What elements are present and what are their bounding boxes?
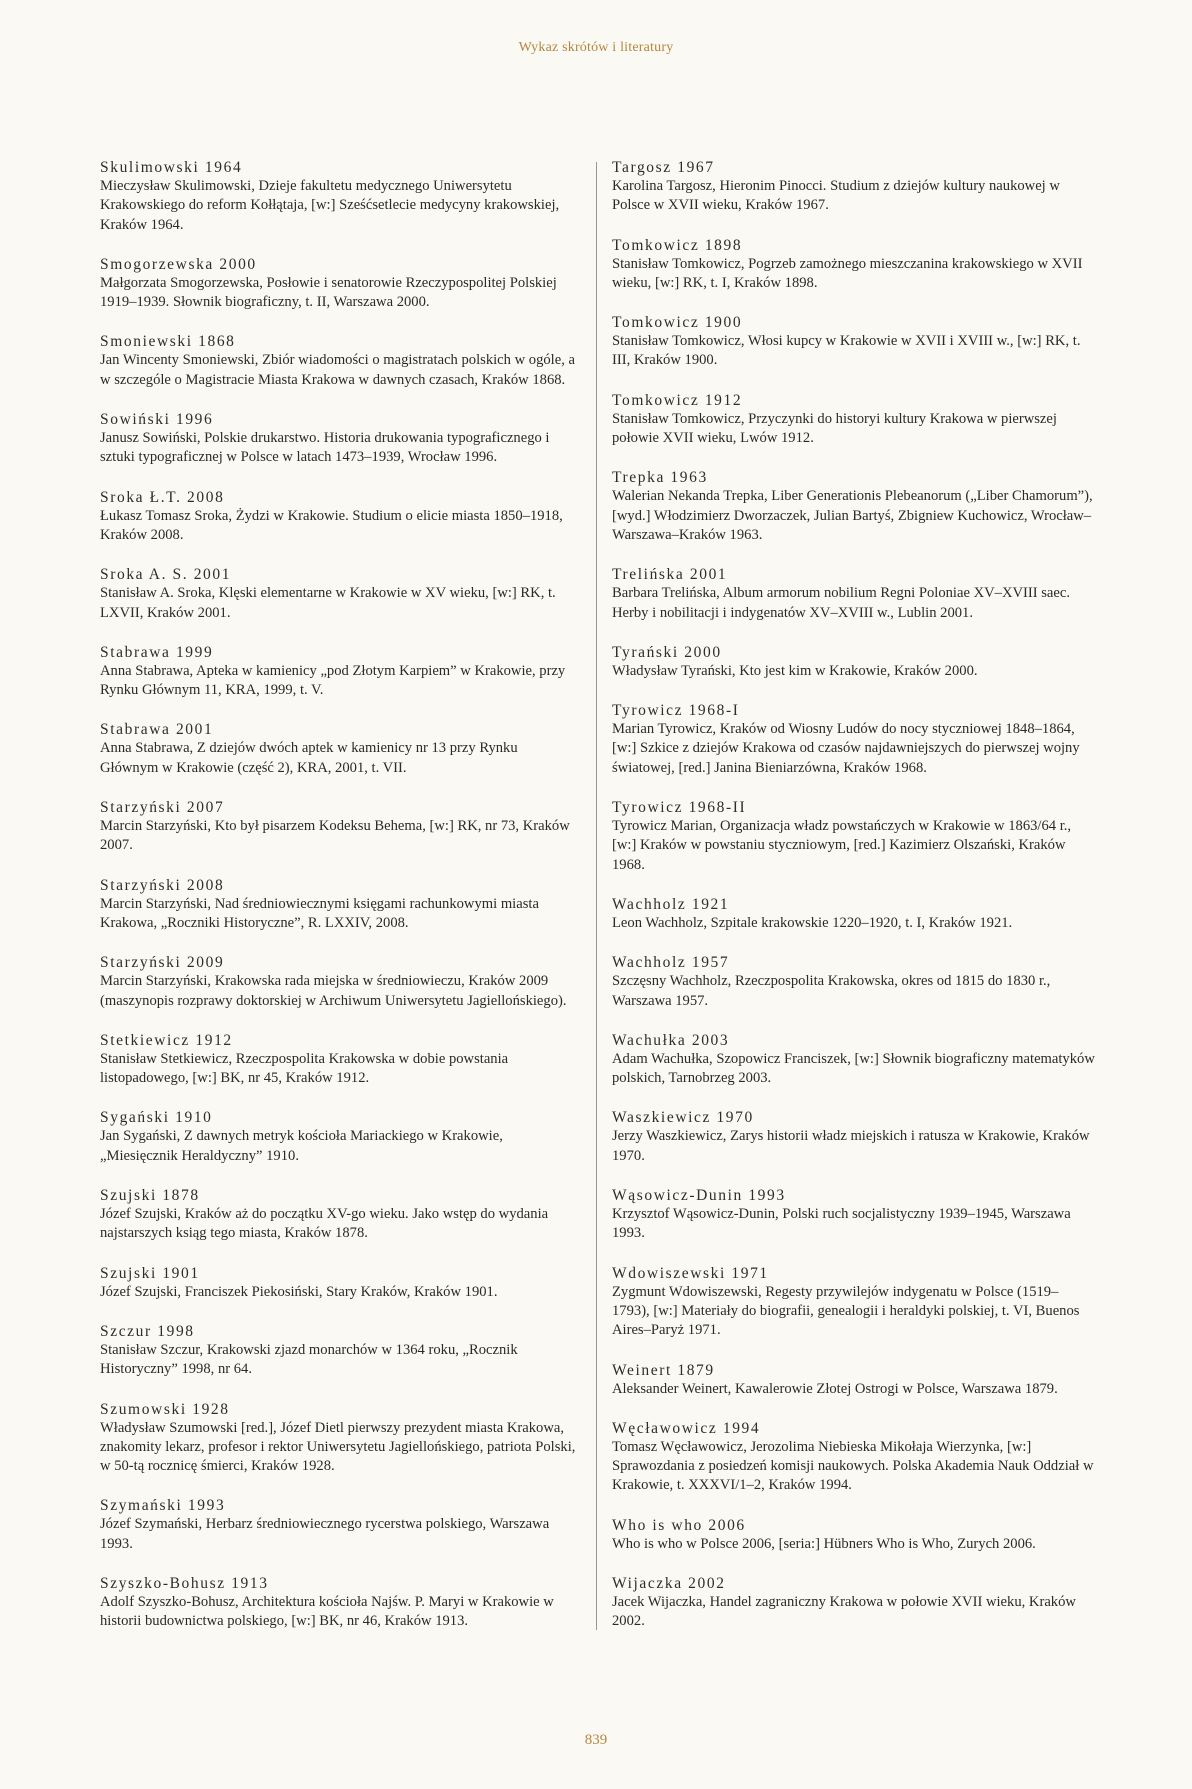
bibliography-entry (100, 1574, 576, 1632)
entry-abbreviation: Wijaczka 2002 (612, 1574, 726, 1592)
entry-citation: Jan Wincenty Smoniewski, Zbiór wiadomości o magistratach polskich w ogóle, a w szczególe o Magistracie Miasta Krakowa w dawnych czasach, Kraków 1868. (100, 352, 575, 388)
bibliography-entry (612, 1186, 1096, 1244)
entry-abbreviation: Starzyński 2007 (100, 799, 225, 817)
bibliography-entry (612, 565, 1096, 623)
entry-citation: Stanisław Stetkiewicz, Rzeczpospolita Krakowska w dobie powstania listopadowego, [w:] BK, nr 45, Kraków 1912. (100, 1050, 509, 1087)
entry-abbreviation: Tomkowicz 1900 (612, 314, 743, 332)
entry-citation: Walerian Nekanda Trepka, Liber Generationis Plebeanorum („Liber Chamorum”), [wyd.] Włodzimierz Dworzaczek, Julian Bartyś, Zbigniew Kuchowicz, Wrocław–Warszawa–Kraków 1963. (612, 488, 1093, 543)
entry-citation: Małgorzata Smogorzewska, Posłowie i senatorowie Rzeczypospolitej Polskiej 1919–1939. Słownik biograficzny, t. II, Warszawa 2000. (100, 274, 557, 311)
bibliography-entry (100, 1400, 576, 1477)
entry-abbreviation: Szujski 1878 (100, 1187, 200, 1205)
right-column (612, 158, 1096, 1652)
entry-citation: Józef Szujski, Kraków aż do początku XV-go wieku. Jako wstęp do wydania najstarszych ksiąg tego miasta, Kraków 1878. (100, 1206, 549, 1242)
bibliography-entry (612, 1264, 1096, 1341)
entry-citation: Anna Stabrawa, Z dziejów dwóch aptek w kamienicy nr 13 przy Rynku Głównym w Krakowie (część 2), KRA, 2001, t. VII. (100, 740, 518, 776)
entry-abbreviation: Weinert 1879 (612, 1361, 715, 1379)
entry-citation: Szczęsny Wachholz, Rzeczpospolita Krakowska, okres od 1815 do 1830 r., Warszawa 1957. (612, 973, 1051, 1009)
entry-citation: Who is who w Polsce 2006, [seria:] Hübners Who is Who, Zurych 2006. (612, 1535, 1036, 1552)
entry-citation: Adam Wachułka, Szopowicz Franciszek, [w:] Słownik biograficzny matematyków polskich, Tarnobrzeg 2003. (612, 1050, 1095, 1087)
bibliography-entry (100, 798, 576, 856)
entry-citation: Jacek Wijaczka, Handel zagraniczny Krakowa w połowie XVII wieku, Kraków 2002. (612, 1593, 1076, 1630)
entry-abbreviation: Wachholz 1921 (612, 895, 730, 913)
bibliography-entry (100, 1322, 576, 1380)
bibliography-entry (100, 488, 576, 546)
entry-abbreviation: Stabrawa 1999 (100, 643, 214, 661)
entry-citation: Marcin Starzyński, Kto był pisarzem Kodeksu Behema, [w:] RK, nr 73, Kraków 2007. (100, 818, 570, 854)
bibliography-entry (612, 953, 1096, 1011)
left-column (100, 158, 576, 1652)
bibliography-entry (100, 953, 576, 1011)
bibliography-entry (612, 391, 1096, 449)
entry-citation: Aleksander Weinert, Kawalerowie Złotej Ostrogi w Polsce, Warszawa 1879. (612, 1380, 1058, 1397)
entry-citation: Anna Stabrawa, Apteka w kamienicy „pod Złotym Karpiem” w Krakowie, przy Rynku Głównym 11, KRA, 1999, t. V. (100, 662, 566, 699)
bibliography-entry (612, 701, 1096, 778)
entry-abbreviation: Skulimowski 1964 (100, 159, 243, 176)
entry-abbreviation: Starzyński 2008 (100, 876, 225, 894)
bibliography-entry (612, 1031, 1096, 1089)
entry-abbreviation: Tyrowicz 1968-II (612, 799, 747, 817)
entry-abbreviation: Smoniewski 1868 (100, 333, 236, 351)
entry-abbreviation: Tyrański 2000 (612, 643, 722, 661)
entry-abbreviation: Stabrawa 2001 (100, 721, 214, 739)
entry-citation: Tyrowicz Marian, Organizacja władz powstańczych w Krakowie w 1863/64 r., [w:] Kraków w powstaniu styczniowym, [red.] Kazimierz Olszański, Kraków 1968. (612, 818, 1072, 873)
entry-citation: Władysław Szumowski [red.], Józef Dietl pierwszy prezydent miasta Krakowa, znakomity lekarz, profesor i rektor Uniwersytetu Jagiellońskiego, patriota Polski, w 50-tą rocznicę śmierci, Kraków 1928. (100, 1419, 576, 1475)
bibliography-entry (612, 1108, 1096, 1166)
entry-citation: Marcin Starzyński, Krakowska rada miejska w średniowieczu, Kraków 2009 (maszynopis rozprawy doktorskiej w Archiwum Uniwersytetu Jagiellońskiego). (100, 973, 567, 1009)
entry-abbreviation: Trelińska 2001 (612, 566, 728, 584)
entry-citation: Józef Szujski, Franciszek Piekosiński, Stary Kraków, Kraków 1901. (100, 1283, 498, 1300)
entry-citation: Leon Wachholz, Szpitale krakowskie 1220–1920, t. I, Kraków 1921. (612, 914, 1013, 931)
bibliography-entry (100, 1186, 576, 1244)
entry-abbreviation: Trepka 1963 (612, 469, 708, 487)
bibliography-entry (612, 236, 1096, 294)
entry-citation: Jerzy Waszkiewicz, Zarys historii władz miejskich i ratusza w Krakowie, Kraków 1970. (612, 1128, 1090, 1164)
bibliography-entry (100, 332, 576, 390)
entry-citation: Krzysztof Wąsowicz-Dunin, Polski ruch socjalistyczny 1939–1945, Warszawa 1993. (612, 1206, 1071, 1242)
entry-abbreviation: Wachholz 1957 (612, 954, 730, 972)
entry-citation: Mieczysław Skulimowski, Dzieje fakultetu medycznego Uniwersytetu Krakowskiego do reform Kołłątaja, [w:] Sześćsetlecie medycyny krakowskiej, Kraków 1964. (100, 178, 560, 233)
bibliography-entry (100, 410, 576, 468)
bibliography-entry (100, 720, 576, 778)
entry-citation: Karolina Targosz, Hieronim Pinocci. Studium z dziejów kultury naukowej w Polsce w XVII wieku, Kraków 1967. (612, 178, 1060, 214)
entry-abbreviation: Starzyński 2009 (100, 954, 225, 972)
entry-abbreviation: Tyrowicz 1968-I (612, 702, 740, 720)
bibliography-entry (612, 1516, 1096, 1554)
entry-citation: Marcin Starzyński, Nad średniowiecznymi księgami rachunkowymi miasta Krakowa, „Roczniki Historyczne”, R. LXXIV, 2008. (100, 895, 539, 931)
entry-abbreviation: Sowiński 1996 (100, 411, 214, 429)
entry-citation: Marian Tyrowicz, Kraków od Wiosny Ludów do nocy styczniowej 1848–1864, [w:] Szkice z dziejów Krakowa od czasów najdawniejszych do pierwszej wojny światowej, [red.] Janina Bieniarzówna, Kraków 1968. (612, 721, 1080, 776)
running-title: Wykaz skrótów i literatury (518, 40, 674, 55)
entry-citation: Stanisław Tomkowicz, Przyczynki do historyi kultury Krakowa w pierwszej połowie XVII wieku, Lwów 1912. (612, 410, 1057, 447)
bibliography-entry (100, 1264, 576, 1302)
bibliography-entry (612, 158, 1096, 216)
page-number: 839 (584, 1732, 608, 1748)
bibliography-entry (100, 565, 576, 623)
bibliography-entry (612, 1419, 1096, 1496)
bibliography-entry (100, 1031, 576, 1089)
entry-citation: Zygmunt Wdowiszewski, Regesty przywilejów indygenatu w Polsce (1519–1793), [w:] Materiały do biografii, genealogii i heraldyki polskiej, t. VI, Buenos Aires–Paryż 1971. (612, 1283, 1080, 1339)
entry-abbreviation: Szczur 1998 (100, 1322, 195, 1340)
entry-citation: Władysław Tyrański, Kto jest kim w Krakowie, Kraków 2000. (612, 662, 978, 679)
entry-abbreviation: Szymański 1993 (100, 1497, 226, 1515)
entry-abbreviation: Szyszko-Bohusz 1913 (100, 1574, 269, 1592)
entry-citation: Stanisław A. Sroka, Klęski elementarne w Krakowie w XV wieku, [w:] RK, t. LXVII, Kraków 2001. (100, 585, 556, 621)
bibliography-entry (612, 468, 1096, 545)
bibliography-entry (100, 643, 576, 701)
entry-abbreviation: Tomkowicz 1898 (612, 236, 743, 254)
bibliography-entry (100, 1108, 576, 1166)
entry-abbreviation: Waszkiewicz 1970 (612, 1109, 754, 1127)
entry-abbreviation: Tomkowicz 1912 (612, 391, 743, 409)
entry-abbreviation: Szujski 1901 (100, 1264, 200, 1282)
entry-citation: Adolf Szyszko-Bohusz, Architektura kościoła Najśw. P. Maryi w Krakowie w historii budownictwa polskiego, [w:] BK, nr 46, Kraków 1913. (100, 1593, 554, 1630)
entry-abbreviation: Smogorzewska 2000 (100, 255, 257, 273)
entry-abbreviation: Stetkiewicz 1912 (100, 1031, 233, 1049)
bibliography-columns (100, 158, 1096, 1652)
bibliography-entry (612, 313, 1096, 371)
entry-abbreviation: Sroka A. S. 2001 (100, 566, 232, 584)
entry-abbreviation: Szumowski 1928 (100, 1400, 230, 1418)
entry-citation: Stanisław Tomkowicz, Włosi kupcy w Krakowie w XVII i XVIII w., [w:] RK, t. III, Kraków 1900. (612, 333, 1081, 369)
bibliography-entry (612, 1574, 1096, 1632)
entry-abbreviation: Wąsowicz-Dunin 1993 (612, 1187, 786, 1205)
bibliography-entry (100, 255, 576, 313)
entry-abbreviation: Targosz 1967 (612, 159, 715, 176)
entry-citation: Janusz Sowiński, Polskie drukarstwo. Historia drukowania typograficznego i sztuki typograficznej w Polsce w latach 1473–1939, Wrocław 1996. (100, 430, 550, 466)
entry-citation: Jan Sygański, Z dawnych metryk kościoła Mariackiego w Krakowie, „Miesięcznik Heraldyczny” 1910. (100, 1128, 503, 1164)
entry-abbreviation: Sygański 1910 (100, 1109, 213, 1127)
entry-abbreviation: Wdowiszewski 1971 (612, 1264, 769, 1282)
bibliography-entry (100, 876, 576, 934)
entry-citation: Stanisław Szczur, Krakowski zjazd monarchów w 1364 roku, „Rocznik Historyczny” 1998, nr 64. (100, 1341, 518, 1378)
entry-abbreviation: Who is who 2006 (612, 1516, 746, 1534)
bibliography-entry (100, 158, 576, 235)
entry-abbreviation: Wachułka 2003 (612, 1031, 730, 1049)
bibliography-entry (612, 643, 1096, 681)
bibliography-entry (612, 1361, 1096, 1399)
entry-abbreviation: Sroka Ł.T. 2008 (100, 488, 225, 506)
entry-citation: Stanisław Tomkowicz, Pogrzeb zamożnego mieszczanina krakowskiego w XVII wieku, [w:] RK, t. I, Kraków 1898. (612, 255, 1083, 291)
entry-abbreviation: Węcławowicz 1994 (612, 1419, 761, 1437)
bibliography-entry (612, 798, 1096, 875)
entry-citation: Łukasz Tomasz Sroka, Żydzi w Krakowie. Studium o elicie miasta 1850–1918, Kraków 2008. (100, 507, 563, 543)
bibliography-entry (100, 1496, 576, 1554)
entry-citation: Barbara Trelińska, Album armorum nobilium Regni Poloniae XV–XVIII saec. Herby i nobilitacji i indygenatów XV–XVIII w., Lublin 2001. (612, 585, 1071, 621)
bibliography-entry (612, 895, 1096, 933)
entry-citation: Józef Szymański, Herbarz średniowiecznego rycerstwa polskiego, Warszawa 1993. (100, 1516, 550, 1552)
entry-citation: Tomasz Węcławowicz, Jerozolima Niebieska Mikołaja Wierzynka, [w:] Sprawozdania z posiedzeń komisji naukowych. Polska Akademia Nauk Oddział w Krakowie, t. XXXVI/1–2, Kraków 1994. (612, 1438, 1094, 1494)
